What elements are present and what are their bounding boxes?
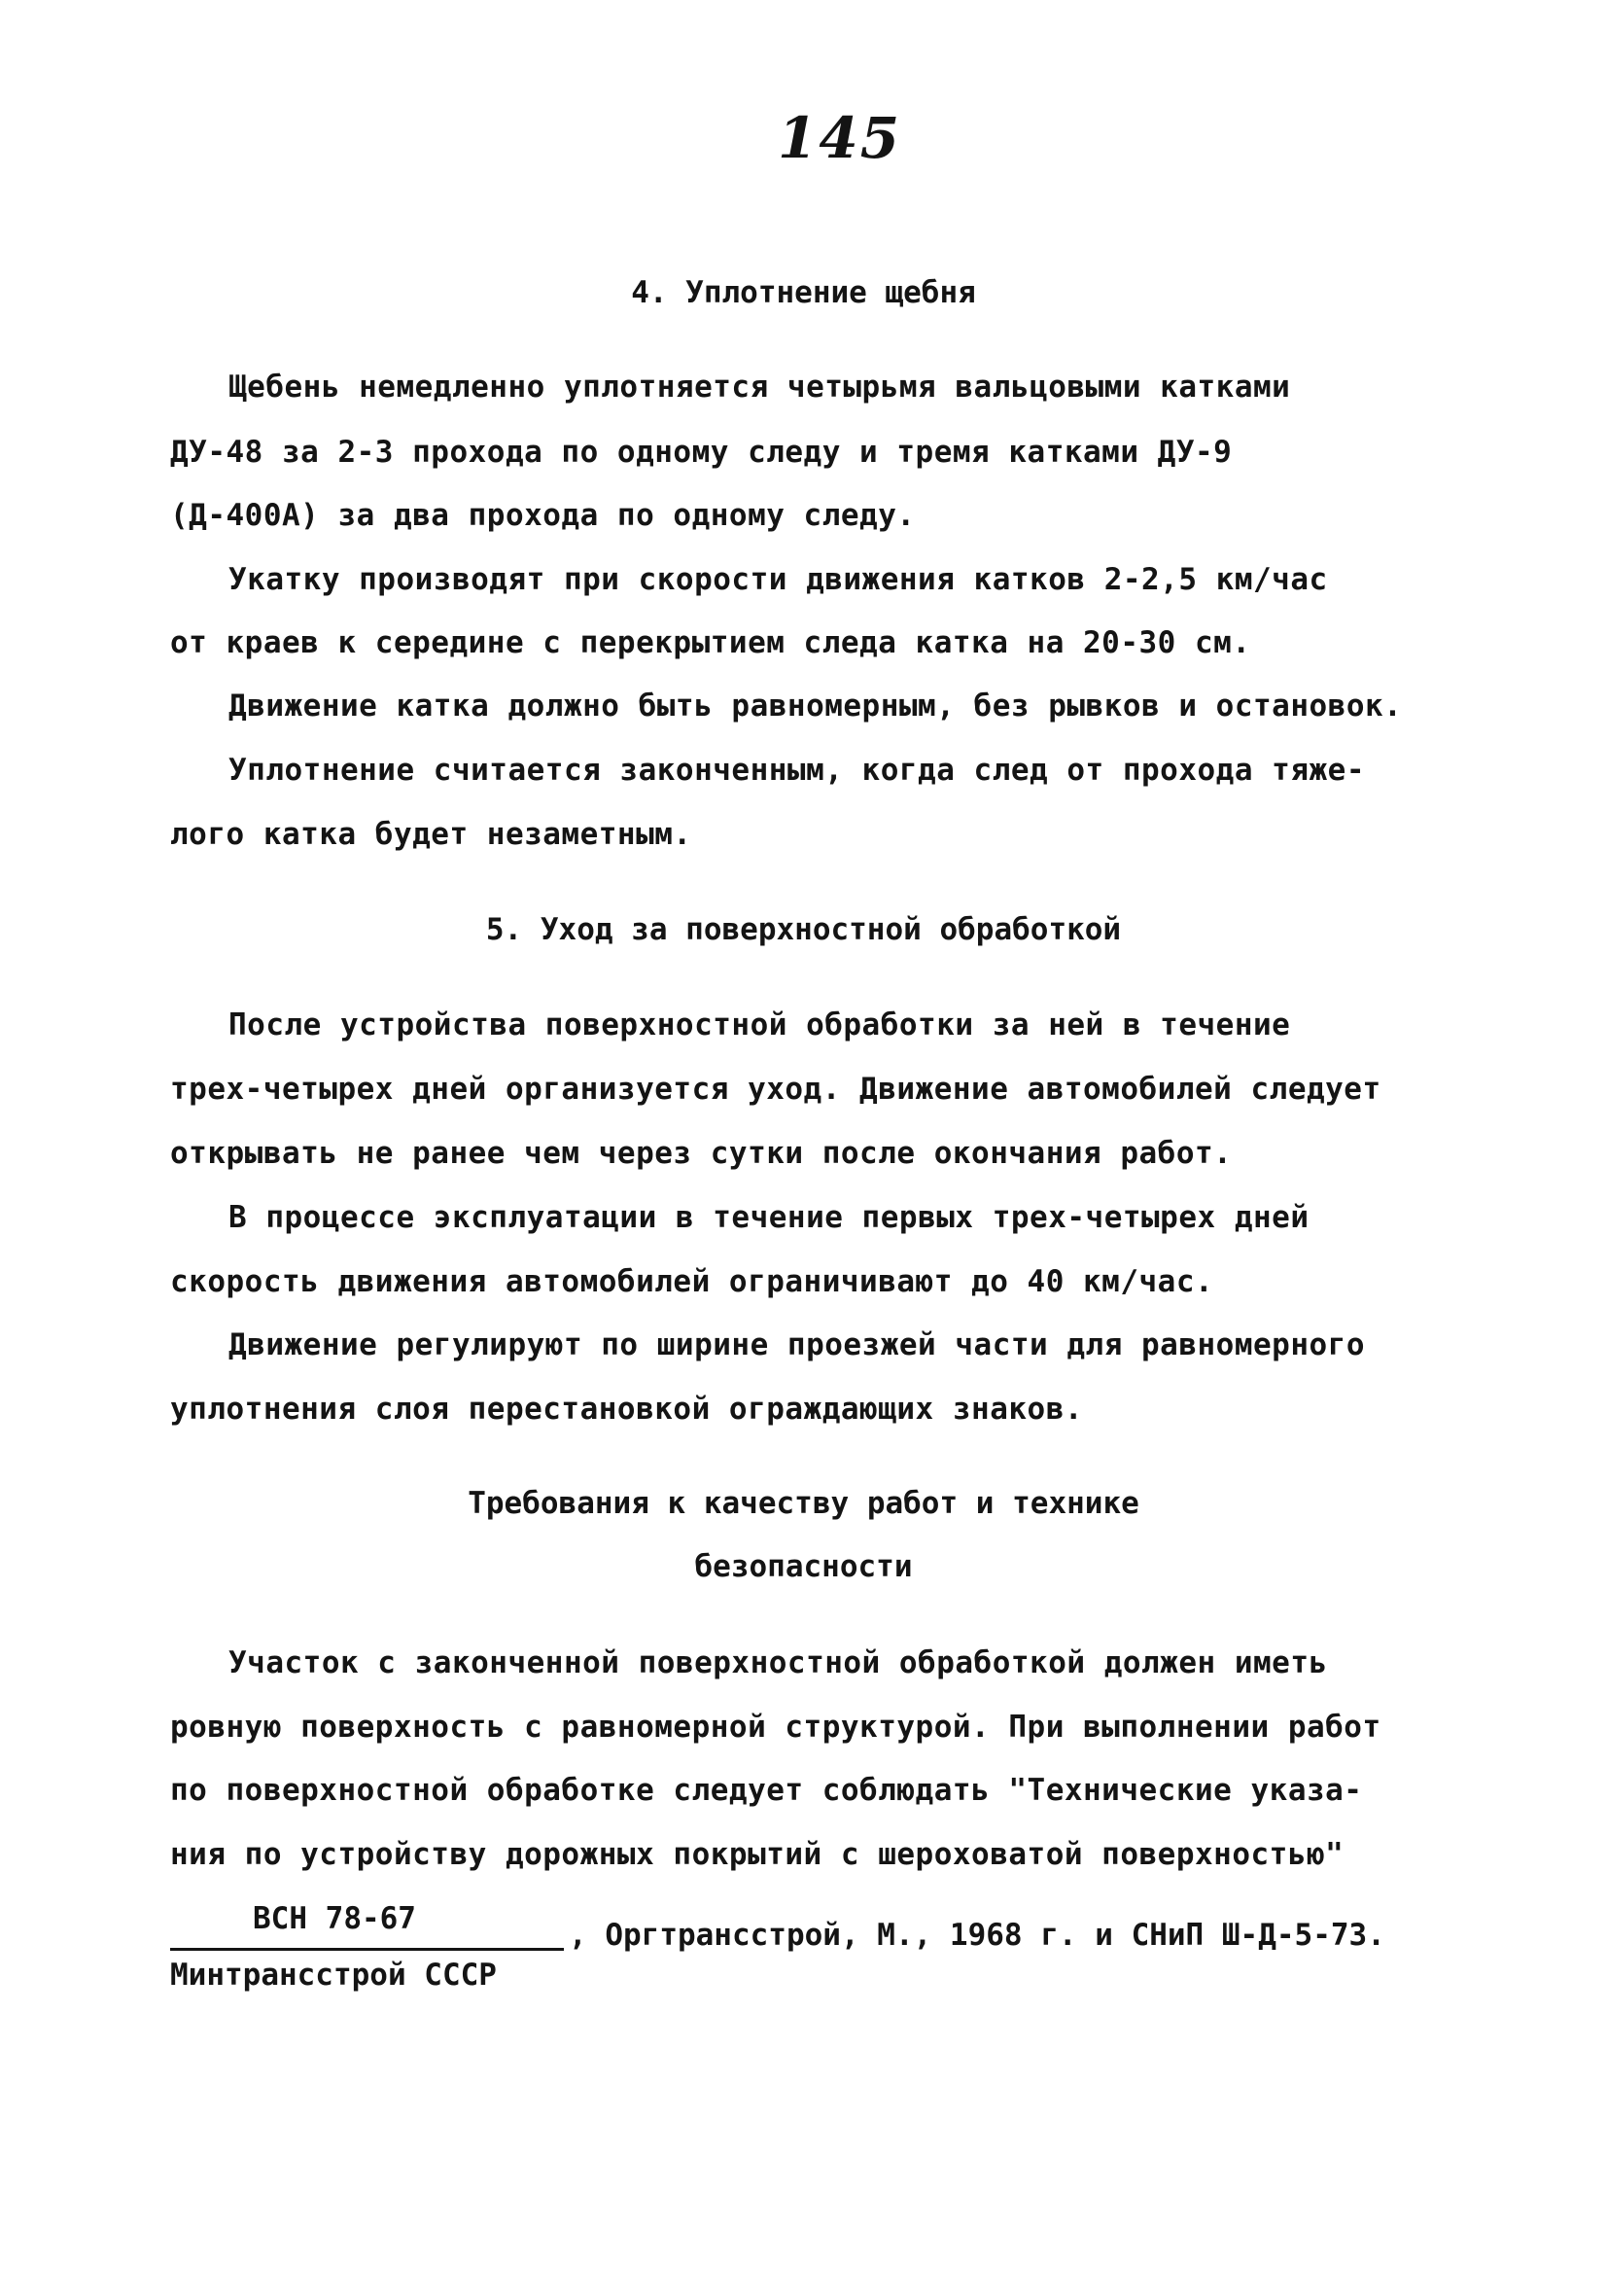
paragraph-line: Движение регулируют по ширине проезжей части для равномерного [228,1327,1365,1362]
paragraph-line: трех-четырех дней организуется уход. Движение автомобилей следует [170,1072,1381,1107]
paragraph-line: скорость движения автомобилей ограничивают до 40 км/час. [170,1264,1214,1299]
paragraph-line: уплотнения слоя перестановкой ограждающих знаков. [170,1392,1084,1427]
section-heading-5: 5. Уход за поверхностной обработкой [485,912,1122,947]
paragraph-line: В процессе эксплуатации в течение первых трех-четырех дней [228,1200,1310,1235]
paragraph-line: открывать не ранее чем через сутки после окончания работ. [170,1136,1233,1171]
paragraph-line: (Д-400А) за два прохода по одному следу. [170,498,916,533]
reference-ministry: Минтрансстрой СССР [170,1958,497,1993]
paragraph-line: Участок с законченной поверхностной обработкой должен иметь [228,1645,1328,1680]
paragraph-line: ния по устройству дорожных покрытий с шероховатой поверхностью" [170,1837,1345,1872]
section-heading-4: 4. Уплотнение щебня [631,275,976,310]
section-heading-requirements-line2: безопасности [694,1549,913,1584]
section-heading-requirements-line1: Требования к качеству работ и технике [468,1486,1139,1521]
paragraph-line: от краев к середине с перекрытием следа катка на 20-30 см. [170,625,1251,660]
reference-tail: , Оргтрансстрой, М., 1968 г. и СНиП Ш-Д-5-73. [569,1918,1385,1953]
page-number: 145 [778,105,902,171]
paragraph-line: ДУ-48 за 2-3 прохода по одному следу и тремя катками ДУ-9 [170,435,1233,470]
paragraph-line: по поверхностной обработке следует соблюдать "Технические указа- [170,1773,1363,1808]
paragraph-line: Щебень немедленно уплотняется четырьмя вальцовыми катками [228,370,1291,405]
paragraph-line: ровную поверхность с равномерной структурой. При выполнении работ [170,1710,1381,1745]
reference-code: ВСН 78-67 [253,1901,416,1936]
paragraph-line: После устройства поверхностной обработки за ней в течение [228,1007,1291,1042]
paragraph-line: Движение катка должно быть равномерным, без рывков и остановок. [228,689,1403,724]
paragraph-line: Уплотнение считается законченным, когда след от прохода тяже- [228,753,1365,788]
reference-rule [170,1948,564,1951]
paragraph-line: Укатку производят при скорости движения катков 2-2,5 км/час [228,562,1328,597]
paragraph-line: лого катка будет незаметным. [170,817,692,852]
